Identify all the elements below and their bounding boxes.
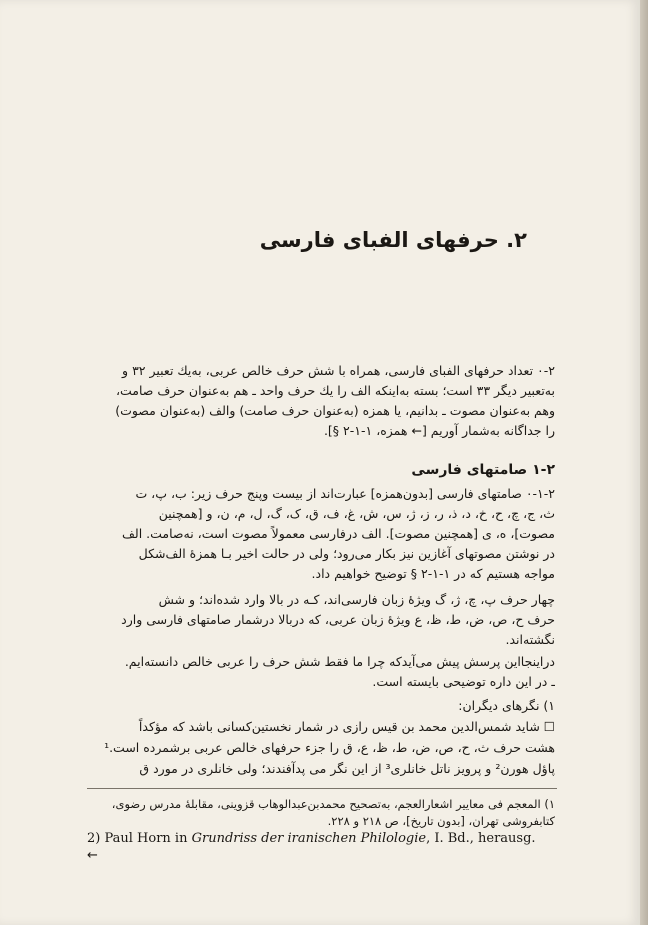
- footnote-1: [75, 796, 555, 830]
- footnote-2-prefix: 2) Paul Horn in: [87, 831, 192, 846]
- footnote-1-line: ۱) المعجم فی معاییر اشعارالعجم، به‌تصحیح محمدبن‌عبدالوهاب قزوینی، مقابلهٔ مدرس رضوی،: [111, 797, 555, 811]
- four-letters-line: نگشته‌اند.: [505, 632, 555, 647]
- consonants-line: در نوشتن مصوتهای آغازین نیز بکار می‌رود؛ ولی در حالت اخیر بـا همزهٔ الف‌شکل: [138, 546, 555, 561]
- intro-line: را جداگانه به‌شمار آوریم [← همزه، ۱-۱-۲ §].: [323, 423, 555, 438]
- shams-paragraph: [85, 716, 555, 779]
- intro-line: ۰-۲ تعداد حرفهای الفبای فارسی، همراه با شش حرف خالص عربی، به‌یك تعبیر ۳۲ و: [122, 363, 555, 378]
- chapter-title: ۲. حرفهای الفبای فارسی: [259, 228, 527, 252]
- shams-line: هشت حرف ث، ح، ص، ض، ط، ظ، ع، ق را جزء حرفهای خالص عربی برشمرده است.¹: [104, 740, 555, 755]
- consonants-line: ث، ج، چ، ح، خ، د، ذ، ر، ز، ژ، س، ش، غ، ف، ق، ک، گ، ل، م، ن، و [همچنین: [158, 506, 555, 521]
- footnote-2: [87, 831, 536, 846]
- question-line: ـ در این داره توضیحی بایسته است.: [372, 674, 555, 689]
- four-letters-line: حرف ح، ص، ض، ط، ظ، ع ویژهٔ زبان عربی، که دربالا درشمار صامتهای فارسی وارد: [121, 612, 555, 627]
- views-line: ۱) نگرهای دیگران:: [458, 698, 555, 713]
- footnote-divider: [87, 788, 557, 789]
- views-paragraph: [85, 696, 555, 716]
- section-heading: ۱-۲ صامتهای فارسی: [411, 462, 555, 478]
- consonants-paragraph: [85, 484, 555, 584]
- question-line: دراینجااین پرسش پیش می‌آیدکه چرا ما فقط شش حرف را عربی خالص دانسته‌ایم.: [124, 654, 555, 669]
- footnote-2-title: Grundriss der iranischen Philologie: [191, 831, 427, 846]
- question-paragraph: [85, 652, 555, 692]
- left-arrow-icon: ←: [87, 848, 98, 863]
- consonants-line: مواجه هستیم که در ۱-۱-۲ § توضیح خواهیم داد.: [311, 566, 555, 581]
- consonants-line: مصوت]، ه، ی [همچنین مصوت]. الف درفارسی معمولاً مصوت است، نه‌صامت. الف: [121, 526, 555, 541]
- footnote-2-suffix: , I. Bd., herausg.: [426, 831, 536, 846]
- intro-paragraph: [85, 361, 555, 441]
- four-letters-paragraph: [85, 590, 555, 650]
- four-letters-line: چهار حرف پ، چ، ژ، گ ویژهٔ زبان فارسی‌اند، کـه در بالا وارد شده‌اند؛ و شش: [158, 592, 555, 607]
- intro-line: وهم به‌عنوان مصوت ـ بدانیم، یا همزه (به‌عنوان حرف صامت) والف (به‌عنوان مصوت): [115, 403, 555, 418]
- intro-line: به‌تعبیر دیگر ۳۳ است؛ بسته به‌اینکه الف را یك حرف واحد ـ هم به‌عنوان حرف صامت،: [115, 383, 555, 398]
- consonants-line: ۰-۱-۲ صامتهای فارسی [بدون‌همزه] عبارت‌اند از بیست وپنج حرف زیر: ب، پ، ت: [135, 486, 555, 501]
- footnote-1-line: کتابفروشی تهران، [بدون تاریخ]، ص ۲۱۸ و ۲۲۸.: [327, 814, 555, 828]
- shams-line: پاؤل هورن² و پرویز ناتل خانلری³ از این نگر می پدآفندند؛ ولی خانلری در مورد ق: [139, 761, 555, 776]
- shams-line: ☐ شاید شمس‌الدین محمد بن قیس رازی در شمار نخستین‌کسانی باشد که مؤکداً: [138, 719, 555, 734]
- page-edge-shadow: [640, 0, 648, 925]
